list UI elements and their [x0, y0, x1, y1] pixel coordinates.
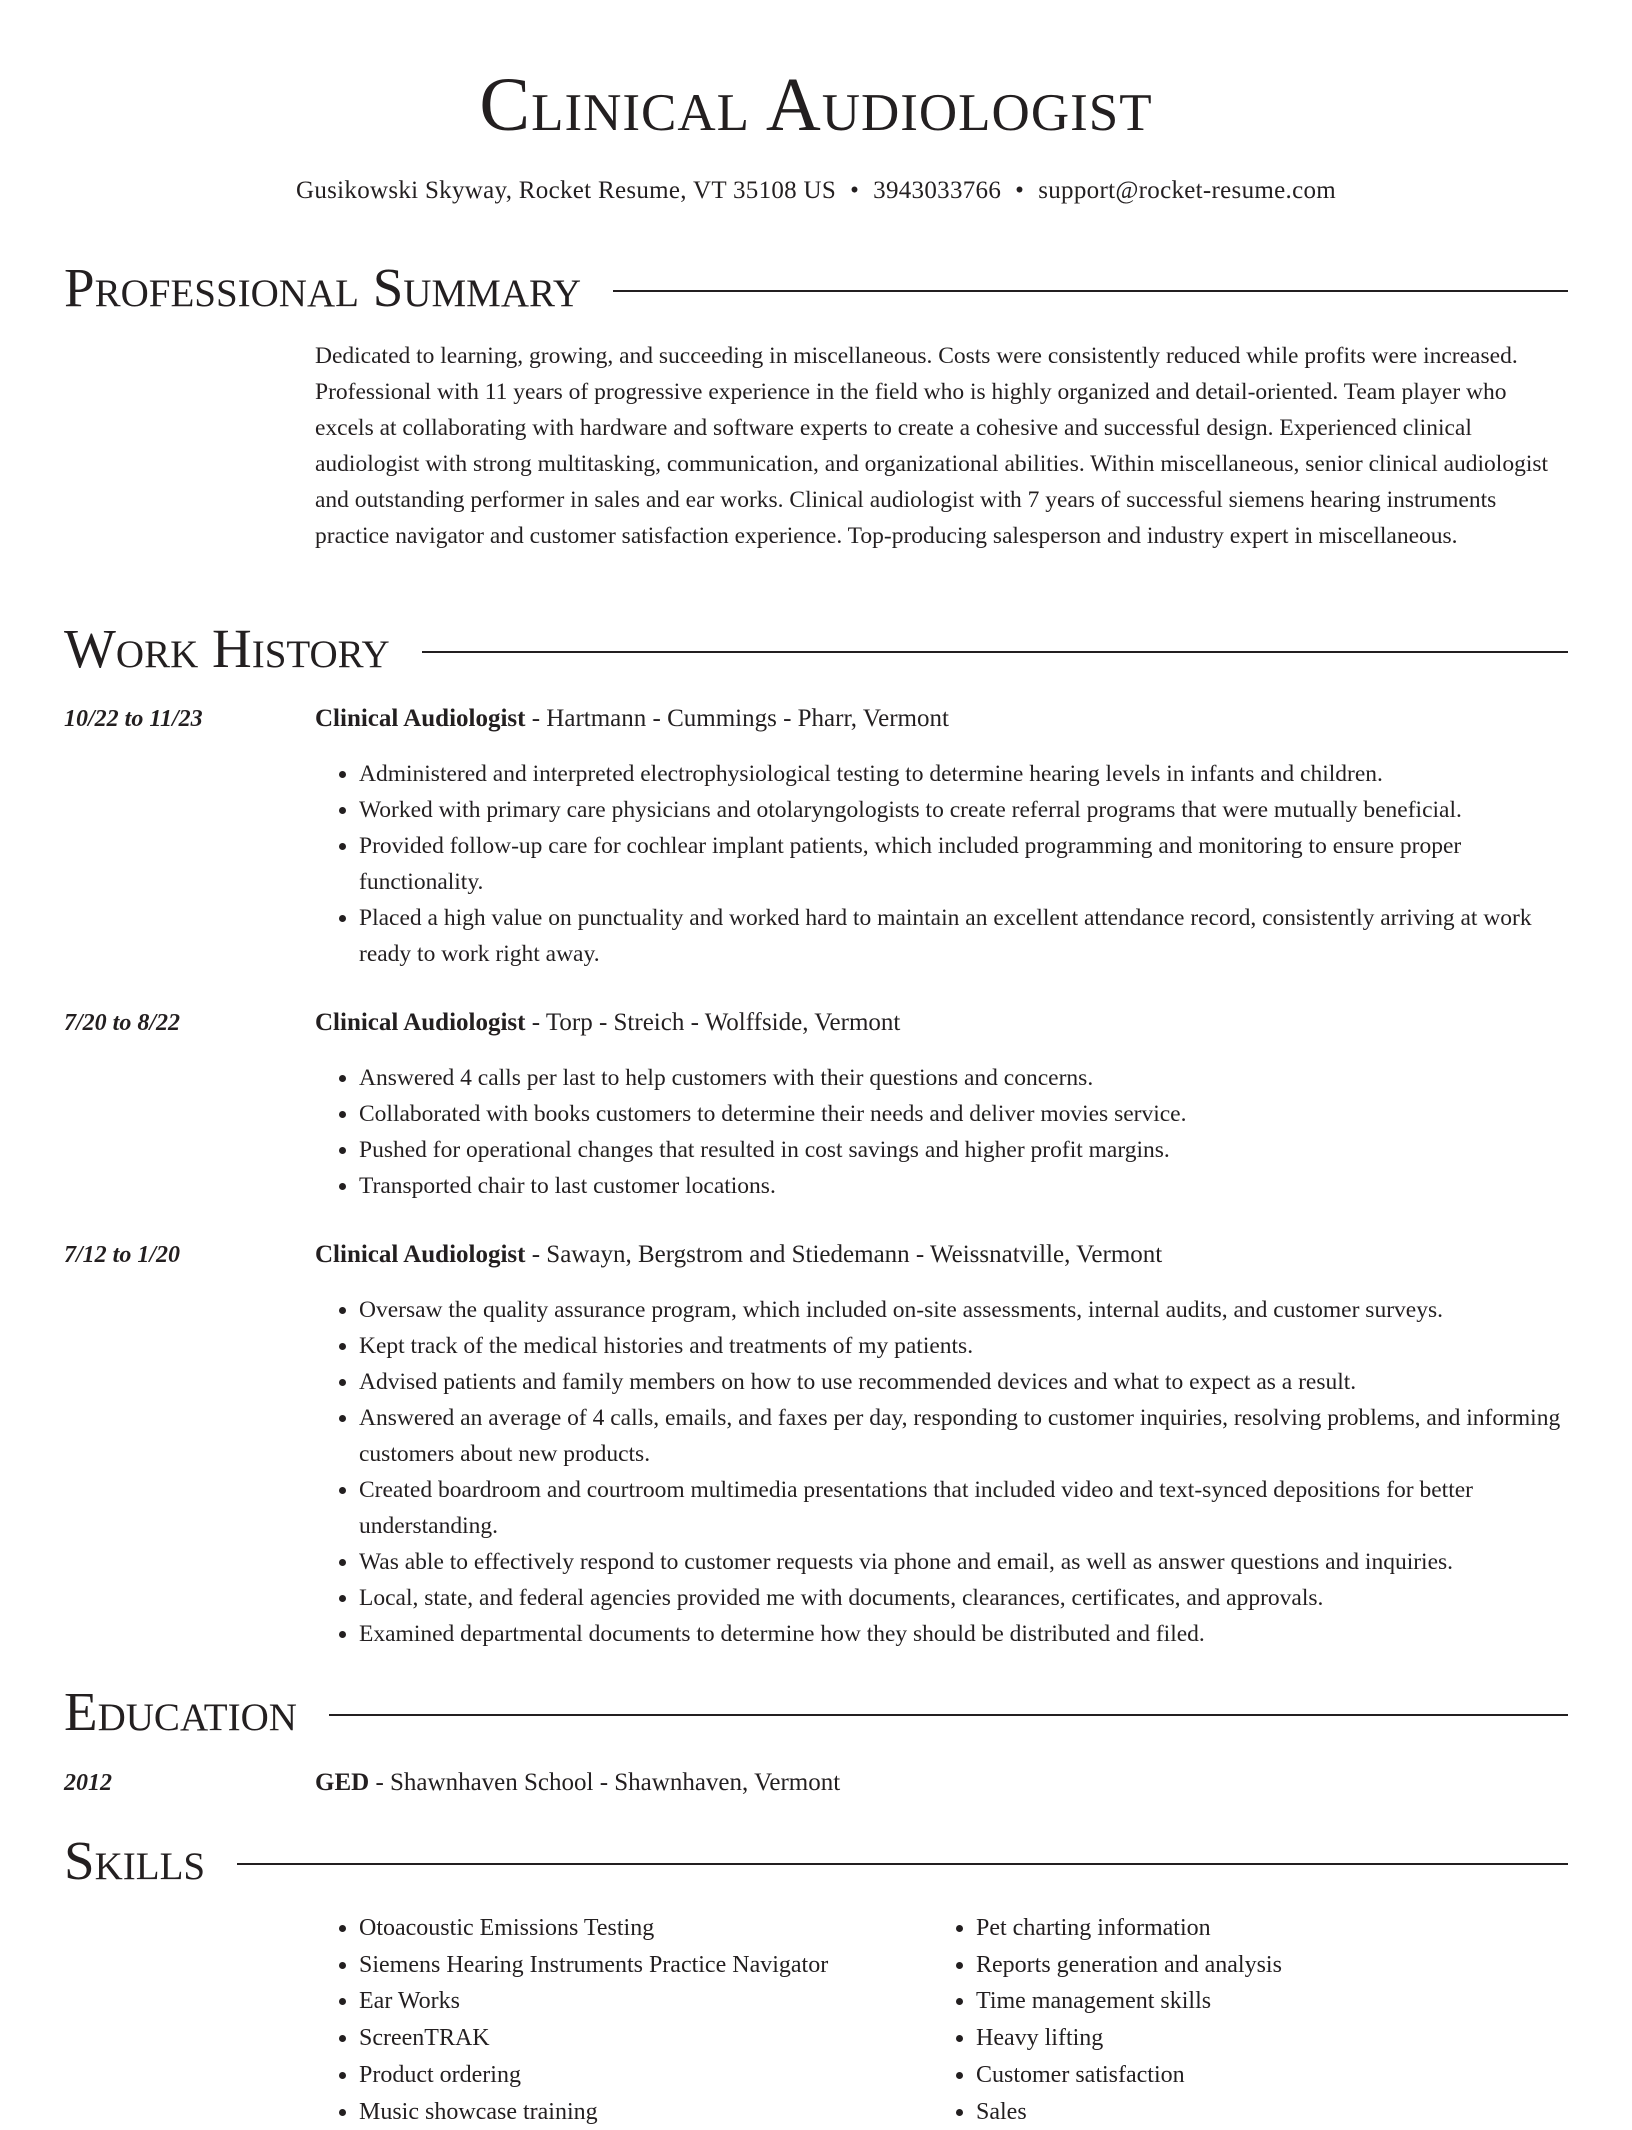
contact-phone: 3943033766 [873, 177, 1002, 204]
job-bullet: • Transported chair to last customer locations. [359, 1168, 1568, 1204]
job-detail: - Torp - Streich - Wolffside, Vermont [525, 1009, 901, 1036]
job-title: Clinical Audiologist [315, 1241, 526, 1268]
job-bullet: • Created boardroom and courtroom multimedia presentations that included video and text-synced depositions for better understanding. [359, 1472, 1568, 1544]
skills-section-heading [64, 1829, 1568, 1893]
skill-item: • Time management skills [976, 1983, 1568, 2020]
skill-item: • Reports generation and analysis [976, 1947, 1568, 1984]
job-bullet: • Kept track of the medical histories and treatments of my patients. [359, 1328, 1568, 1364]
job-heading [315, 1006, 900, 1040]
education-year: 2012 [64, 1770, 112, 1796]
contact-address: Gusikowski Skyway, Rocket Resume, VT 35108 US [295, 177, 837, 204]
skills-heading: Skills [64, 1830, 206, 1891]
education-heading: Education [64, 1681, 297, 1742]
job-title: Clinical Audiologist [315, 705, 526, 732]
skill-item: • Heavy lifting [976, 2020, 1568, 2057]
job-bullet: • Examined departmental documents to determine how they should be distributed and filed. [359, 1616, 1568, 1652]
job-dates: 10/22 to 11/23 [64, 706, 203, 732]
job-dates: 7/12 to 1/20 [64, 1242, 181, 1268]
job-dates: 7/20 to 8/22 [64, 1010, 181, 1036]
education-detail: - Shawnhaven School - Shawnhaven, Vermont [369, 1769, 841, 1796]
summary-text: Dedicated to learning, growing, and succeeding in miscellaneous. Costs were consistently reduced while profits were increased. Professional with 11 years of progressive experience in the field who is highly organized and detail-oriented. Team player who excels at collaborating with hardware and software experts to create a cohesive and successful design. Experienced clinical audiologist with strong multitasking, communication, and organizational abilities. Within miscellaneous, senior clinical audiologist and outstanding performer in sales and ear works. Clinical audiologist with 7 years of successful siemens hearing instruments practice navigator and customer satisfaction experience. Top-producing salesperson and industry expert in miscellaneous. [315, 343, 1549, 549]
skill-item: • Sales [976, 2094, 1568, 2130]
skill-item: • Product ordering [359, 2057, 932, 2094]
skills-column-left [315, 1910, 932, 2130]
job-bullet: • Administered and interpreted electrophysiological testing to determine hearing levels in infants and children. [359, 756, 1568, 792]
education-section-heading [64, 1680, 1568, 1744]
job-bullet: • Collaborated with books customers to determine their needs and deliver movies service. [359, 1096, 1568, 1132]
job-heading [315, 702, 949, 736]
contact-email: support@rocket-resume.com [1038, 177, 1337, 204]
job-bullets [315, 756, 1568, 972]
skill-item: • Ear Works [359, 1983, 932, 2020]
job-bullets [315, 1060, 1568, 1204]
job-title: Clinical Audiologist [315, 1009, 526, 1036]
job-heading [315, 1238, 1162, 1272]
contact-separator: • [850, 177, 860, 204]
job-bullet: • Oversaw the quality assurance program, which included on-site assessments, internal audits, and customer surveys. [359, 1292, 1568, 1328]
section-divider [237, 1863, 1568, 1865]
resume-title: Clinical Audiologist [479, 63, 1153, 147]
job-bullets [315, 1292, 1568, 1652]
job-bullet: • Advised patients and family members on how to use recommended devices and what to expect as a result. [359, 1364, 1568, 1400]
job-bullet: • Answered 4 calls per last to help customers with their questions and concerns. [359, 1060, 1568, 1096]
contact-line [0, 174, 1632, 208]
summary-heading: Professional Summary [64, 257, 582, 318]
work-section-heading [64, 617, 1568, 681]
job-bullet: • Placed a high value on punctuality and worked hard to maintain an excellent attendance record, consistently arriving at work ready to work right away. [359, 900, 1568, 972]
skills-column-right [932, 1910, 1568, 2130]
skill-item: • ScreenTRAK [359, 2020, 932, 2057]
job-bullet: • Worked with primary care physicians and otolaryngologists to create referral programs that were mutually beneficial. [359, 792, 1568, 828]
job-bullet: • Local, state, and federal agencies provided me with documents, clearances, certificates, and approvals. [359, 1580, 1568, 1616]
education-degree: GED [315, 1769, 370, 1796]
work-heading: Work History [64, 618, 390, 679]
section-divider [613, 290, 1568, 292]
skill-item: • Pet charting information [976, 1910, 1568, 1947]
job-bullet: • Pushed for operational changes that resulted in cost savings and higher profit margins. [359, 1132, 1568, 1168]
job-detail: - Hartmann - Cummings - Pharr, Vermont [525, 705, 949, 732]
job-bullet: • Provided follow-up care for cochlear implant patients, which included programming and monitoring to ensure proper functionality. [359, 828, 1568, 900]
section-divider [422, 651, 1568, 653]
contact-separator: • [1015, 177, 1025, 204]
job-bullet: • Was able to effectively respond to customer requests via phone and email, as well as answer questions and inquiries. [359, 1544, 1568, 1580]
skill-item: • Siemens Hearing Instruments Practice Navigator [359, 1947, 932, 1984]
job-bullet: • Answered an average of 4 calls, emails, and faxes per day, responding to customer inquiries, resolving problems, and informing customers about new products. [359, 1400, 1568, 1472]
skill-item: • Customer satisfaction [976, 2057, 1568, 2094]
skill-item: • Otoacoustic Emissions Testing [359, 1910, 932, 1947]
skill-item: • Music showcase training [359, 2094, 932, 2130]
job-detail: - Sawayn, Bergstrom and Stiedemann - Weissnatville, Vermont [525, 1241, 1163, 1268]
summary-section-heading [64, 256, 1568, 320]
education-heading-line [315, 1766, 840, 1800]
section-divider [329, 1714, 1568, 1716]
skills-list [315, 1910, 1568, 2130]
